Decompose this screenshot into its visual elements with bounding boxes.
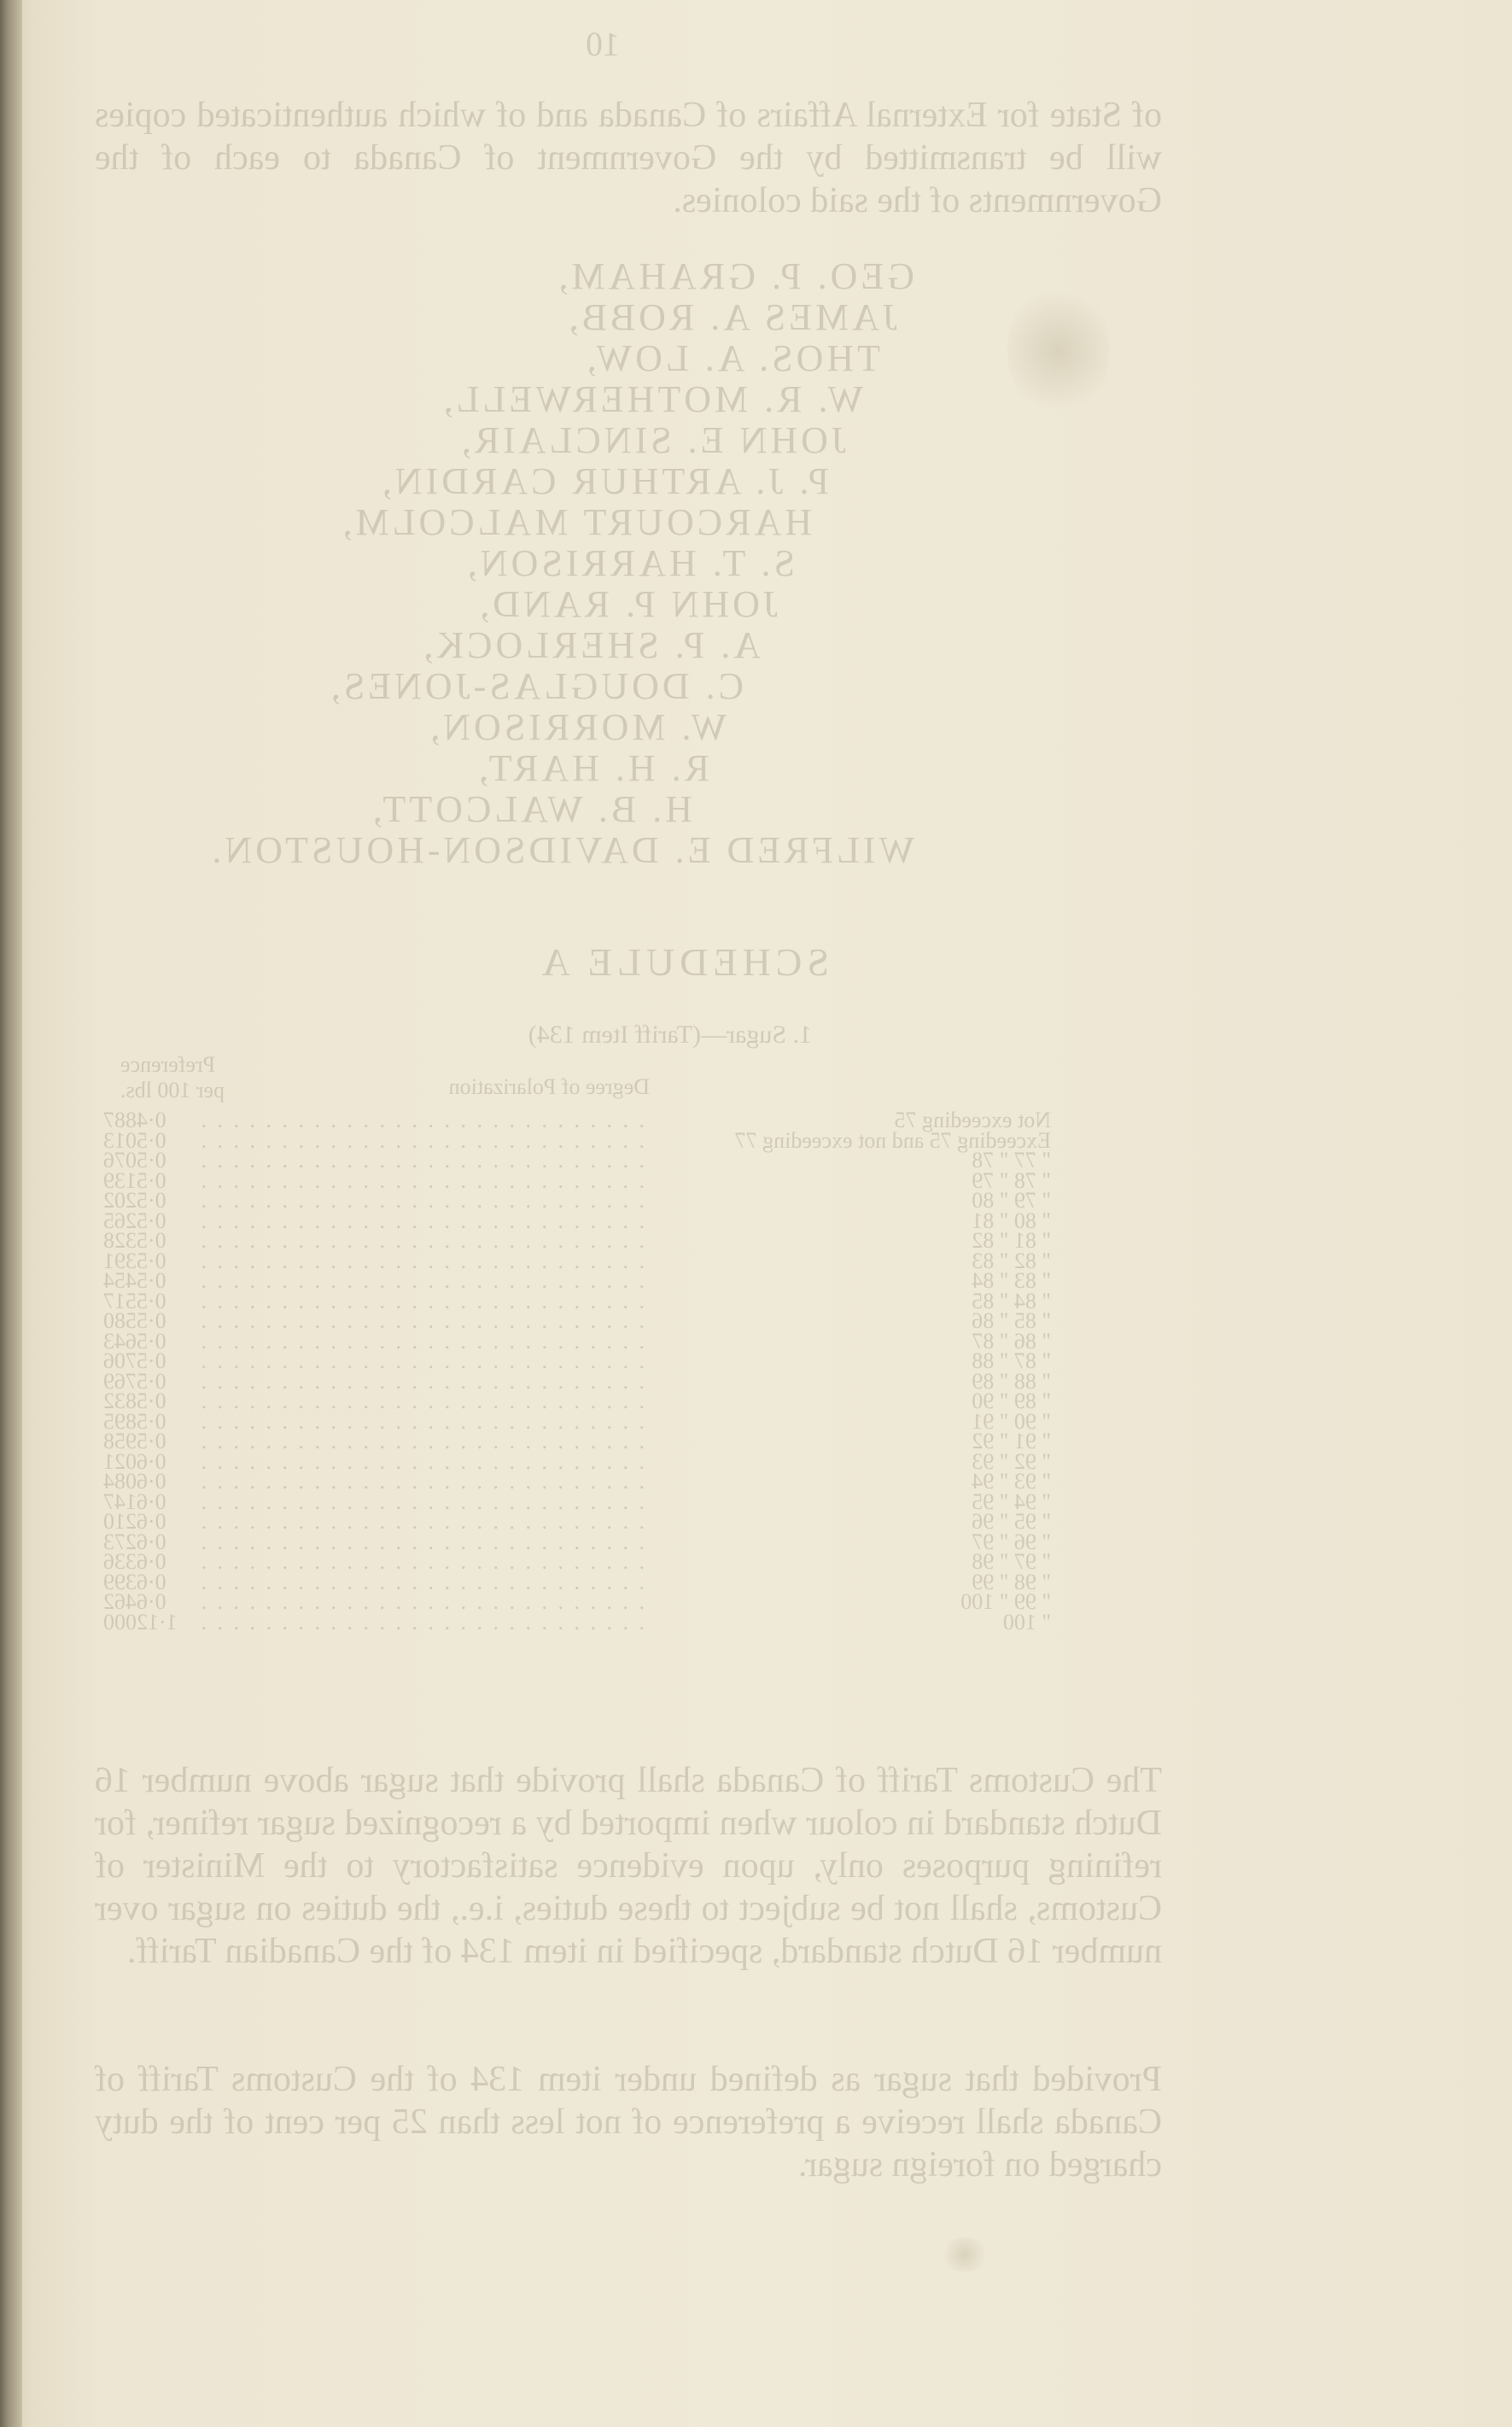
degree-cell: Exceeding 75 and not exceeding 77 <box>734 1127 1051 1153</box>
degree-cell: " 93 " 94 <box>972 1469 1051 1494</box>
preference-cell: 0·6399 <box>103 1569 166 1594</box>
degree-cell: " 83 " 84 <box>972 1268 1051 1293</box>
signatory: JOHN P. RAND, <box>476 583 778 625</box>
tariff-paragraph: The Customs Tariff of Canada shall provide that sugar above number 16 Dutch standard in colour when imported by a recognized sugar refiner, for refining purposes only, upon evidence satisfactory to the Minister of Customs, shall not be subject to these duties, i.e., the duties on sugar over number 16 Dutch standard, specified in item 134 of the Canadian Tariff. <box>95 1761 1162 1971</box>
signatory: HARCOURT MALCOLM, <box>339 501 812 543</box>
intro-paragraph: of State for External Affairs of Canada and of which authenticated copies will be transmitted by the Government of Canada to each of the Governments of the said colonies. <box>95 96 1162 220</box>
schedule-title: SCHEDULE A <box>536 940 829 984</box>
leader-dots: . . . . . . . . . . . . . . . . . . . . . . . . . . . . <box>198 1491 645 1512</box>
page-number: 10 <box>586 25 620 63</box>
table-row <box>103 1592 1051 1612</box>
preference-cell: 0·5139 <box>103 1167 166 1193</box>
signatory: W. R. MOTHERWELL, <box>440 378 863 420</box>
preference-cell: 0·5391 <box>103 1248 166 1273</box>
leader-dots: . . . . . . . . . . . . . . . . . . . . . . . . . . . . <box>198 1150 645 1171</box>
preference-cell: 0·5706 <box>103 1348 166 1373</box>
degree-cell: " 94 " 95 <box>972 1488 1051 1514</box>
degree-cell: " 95 " 96 <box>972 1509 1051 1534</box>
leader-dots: . . . . . . . . . . . . . . . . . . . . . . . . . . . . <box>198 1471 645 1492</box>
leader-dots: . . . . . . . . . . . . . . . . . . . . . . . . . . . . <box>198 1411 645 1431</box>
leader-dots: . . . . . . . . . . . . . . . . . . . . . . . . . . . . <box>198 1592 645 1612</box>
leader-dots: . . . . . . . . . . . . . . . . . . . . . . . . . . . . <box>198 1231 645 1251</box>
degree-cell: " 100 <box>1002 1609 1051 1635</box>
leader-dots: . . . . . . . . . . . . . . . . . . . . . . . . . . . . <box>198 1451 645 1471</box>
table-row <box>103 1452 1051 1472</box>
leader-dots: . . . . . . . . . . . . . . . . . . . . . . . . . . . . <box>198 1351 645 1371</box>
degree-cell: " 86 " 87 <box>972 1328 1051 1354</box>
signatory: R. H. HART, <box>476 747 709 789</box>
preference-cell: 0·5958 <box>103 1429 166 1453</box>
signatory-list <box>146 256 914 871</box>
leader-dots: . . . . . . . . . . . . . . . . . . . . . . . . . . . . <box>198 1130 645 1150</box>
preference-cell: 0·6021 <box>103 1448 166 1474</box>
signatory: W. MORRISON, <box>427 706 727 748</box>
degree-cell: " 91 " 92 <box>972 1429 1051 1453</box>
leader-dots: . . . . . . . . . . . . . . . . . . . . . . . . . . . . <box>198 1271 645 1291</box>
signatory: C. DOUGLAS-JONES, <box>327 665 744 707</box>
preference-cell: 0·5202 <box>103 1188 166 1213</box>
table-row <box>103 1532 1051 1553</box>
table-row <box>103 1311 1051 1331</box>
signatory: S. T. HARRISON, <box>464 542 795 584</box>
proviso-paragraph: Provided that sugar as defined under item 134 of the Customs Tariff of Canada shall receive a preference of not less than 25 per cent of the duty charged on foreign sugar. <box>95 2060 1162 2184</box>
preference-cell: 0·5328 <box>103 1228 166 1253</box>
degree-cell: Not exceeding 75 <box>894 1108 1051 1132</box>
table-row <box>103 1171 1051 1191</box>
table-row <box>103 1251 1051 1272</box>
leader-dots: . . . . . . . . . . . . . . . . . . . . . . . . . . . . <box>198 1110 645 1131</box>
degree-cell: " 82 " 83 <box>972 1248 1051 1273</box>
degree-cell: " 88 " 89 <box>972 1368 1051 1394</box>
preference-cell: 0·6462 <box>103 1589 166 1614</box>
degree-cell: " 92 " 93 <box>972 1448 1051 1474</box>
leader-dots: . . . . . . . . . . . . . . . . . . . . . . . . . . . . <box>198 1210 645 1231</box>
table-row <box>103 1150 1051 1171</box>
leader-dots: . . . . . . . . . . . . . . . . . . . . . . . . . . . . <box>198 1170 645 1190</box>
signatory: H. B. WALCOTT, <box>369 788 692 830</box>
signatory: THOS. A. LOW, <box>583 337 880 379</box>
leader-dots: . . . . . . . . . . . . . . . . . . . . . . . . . . . . <box>198 1391 645 1412</box>
table-row <box>103 1231 1051 1251</box>
leader-dots: . . . . . . . . . . . . . . . . . . . . . . . . . . . . <box>198 1250 645 1271</box>
signatory: WILFRED E. DAVIDSON-HOUSTON. <box>208 829 914 871</box>
table-row <box>103 1131 1051 1151</box>
table-row <box>103 1351 1051 1371</box>
degree-cell: " 78 " 79 <box>972 1167 1051 1193</box>
leader-dots: . . . . . . . . . . . . . . . . . . . . . . . . . . . . <box>198 1290 645 1311</box>
sugar-preference-table <box>103 1108 1051 1635</box>
table-row <box>103 1331 1051 1352</box>
preference-cell: 0·5517 <box>103 1288 166 1313</box>
degree-cell: " 80 " 81 <box>972 1208 1051 1233</box>
leader-dots: . . . . . . . . . . . . . . . . . . . . . . . . . . . . <box>198 1531 645 1552</box>
table-row <box>103 1492 1051 1512</box>
table-row <box>103 1431 1051 1452</box>
degree-cell: " 87 " 88 <box>972 1348 1051 1373</box>
leader-dots: . . . . . . . . . . . . . . . . . . . . . . . . . . . . <box>198 1512 645 1532</box>
leader-dots: . . . . . . . . . . . . . . . . . . . . . . . . . . . . <box>198 1611 645 1632</box>
degree-cell: " 99 " 100 <box>960 1589 1051 1614</box>
preference-cell: 0·5013 <box>103 1127 166 1153</box>
preference-cell: 0·5895 <box>103 1408 166 1434</box>
degree-cell: " 98 " 99 <box>972 1569 1051 1594</box>
leader-dots: . . . . . . . . . . . . . . . . . . . . . . . . . . . . <box>198 1552 645 1572</box>
table-row <box>103 1512 1051 1532</box>
signatory: P. J. ARTHUR CARDIN, <box>378 460 829 502</box>
preference-cell: 0·4887 <box>103 1108 166 1132</box>
table-row <box>103 1110 1051 1131</box>
preference-cell: 0·6336 <box>103 1549 166 1574</box>
preference-cell: 0·5580 <box>103 1308 166 1333</box>
preference-cell: 0·5454 <box>103 1268 166 1293</box>
preference-cell: 0·6147 <box>103 1488 166 1514</box>
signatory: JOHN E. SINCLAIR, <box>458 419 846 461</box>
degree-cell: " 81 " 82 <box>972 1228 1051 1253</box>
table-row <box>103 1412 1051 1432</box>
preference-cell: 0·5076 <box>103 1148 166 1173</box>
leader-dots: . . . . . . . . . . . . . . . . . . . . . . . . . . . . <box>198 1371 645 1391</box>
leader-dots: . . . . . . . . . . . . . . . . . . . . . . . . . . . . <box>198 1571 645 1592</box>
leader-dots: . . . . . . . . . . . . . . . . . . . . . . . . . . . . <box>198 1190 645 1211</box>
table-row <box>103 1471 1051 1492</box>
preference-cell: 0·5832 <box>103 1389 166 1413</box>
table-body <box>103 1108 1051 1635</box>
leader-dots: . . . . . . . . . . . . . . . . . . . . . . . . . . . . <box>198 1330 645 1351</box>
table-row <box>103 1391 1051 1412</box>
preference-cell: 0·6084 <box>103 1469 166 1494</box>
column-header-preference: Preference per 100 lbs. <box>120 1052 225 1102</box>
degree-cell: " 96 " 97 <box>972 1529 1051 1554</box>
signatory: A. P. SHERLOCK, <box>420 624 761 666</box>
signatory: GEO. P. GRAHAM, <box>555 255 914 297</box>
preference-cell: 0·6273 <box>103 1529 166 1554</box>
leader-dots: . . . . . . . . . . . . . . . . . . . . . . . . . . . . <box>198 1431 645 1452</box>
preference-cell: 0·5643 <box>103 1328 166 1354</box>
degree-cell: " 85 " 86 <box>972 1308 1051 1333</box>
preference-cell: 1·12000 <box>103 1609 178 1635</box>
sugar-heading: 1. Sugar—(Tariff Item 134) <box>528 1021 812 1049</box>
degree-cell: " 89 " 90 <box>972 1389 1051 1413</box>
table-row <box>103 1271 1051 1291</box>
preference-cell: 0·5769 <box>103 1368 166 1394</box>
signatory: JAMES A. ROBB, <box>565 296 897 338</box>
preference-cell: 0·5265 <box>103 1208 166 1233</box>
degree-cell: " 84 " 85 <box>972 1288 1051 1313</box>
table-row <box>103 1552 1051 1572</box>
table-row <box>103 1572 1051 1593</box>
table-row <box>103 1211 1051 1231</box>
table-row <box>103 1612 1051 1633</box>
table-row <box>103 1190 1051 1211</box>
degree-cell: " 79 " 80 <box>972 1188 1051 1213</box>
table-row <box>103 1371 1051 1392</box>
degree-cell: " 77 " 78 <box>972 1148 1051 1173</box>
column-header-degree: Degree of Polarization <box>448 1074 650 1099</box>
table-row <box>103 1291 1051 1312</box>
degree-cell: " 97 " 98 <box>972 1549 1051 1574</box>
leader-dots: . . . . . . . . . . . . . . . . . . . . . . . . . . . . <box>198 1311 645 1331</box>
preference-cell: 0·6210 <box>103 1509 166 1534</box>
degree-cell: " 90 " 91 <box>972 1408 1051 1434</box>
